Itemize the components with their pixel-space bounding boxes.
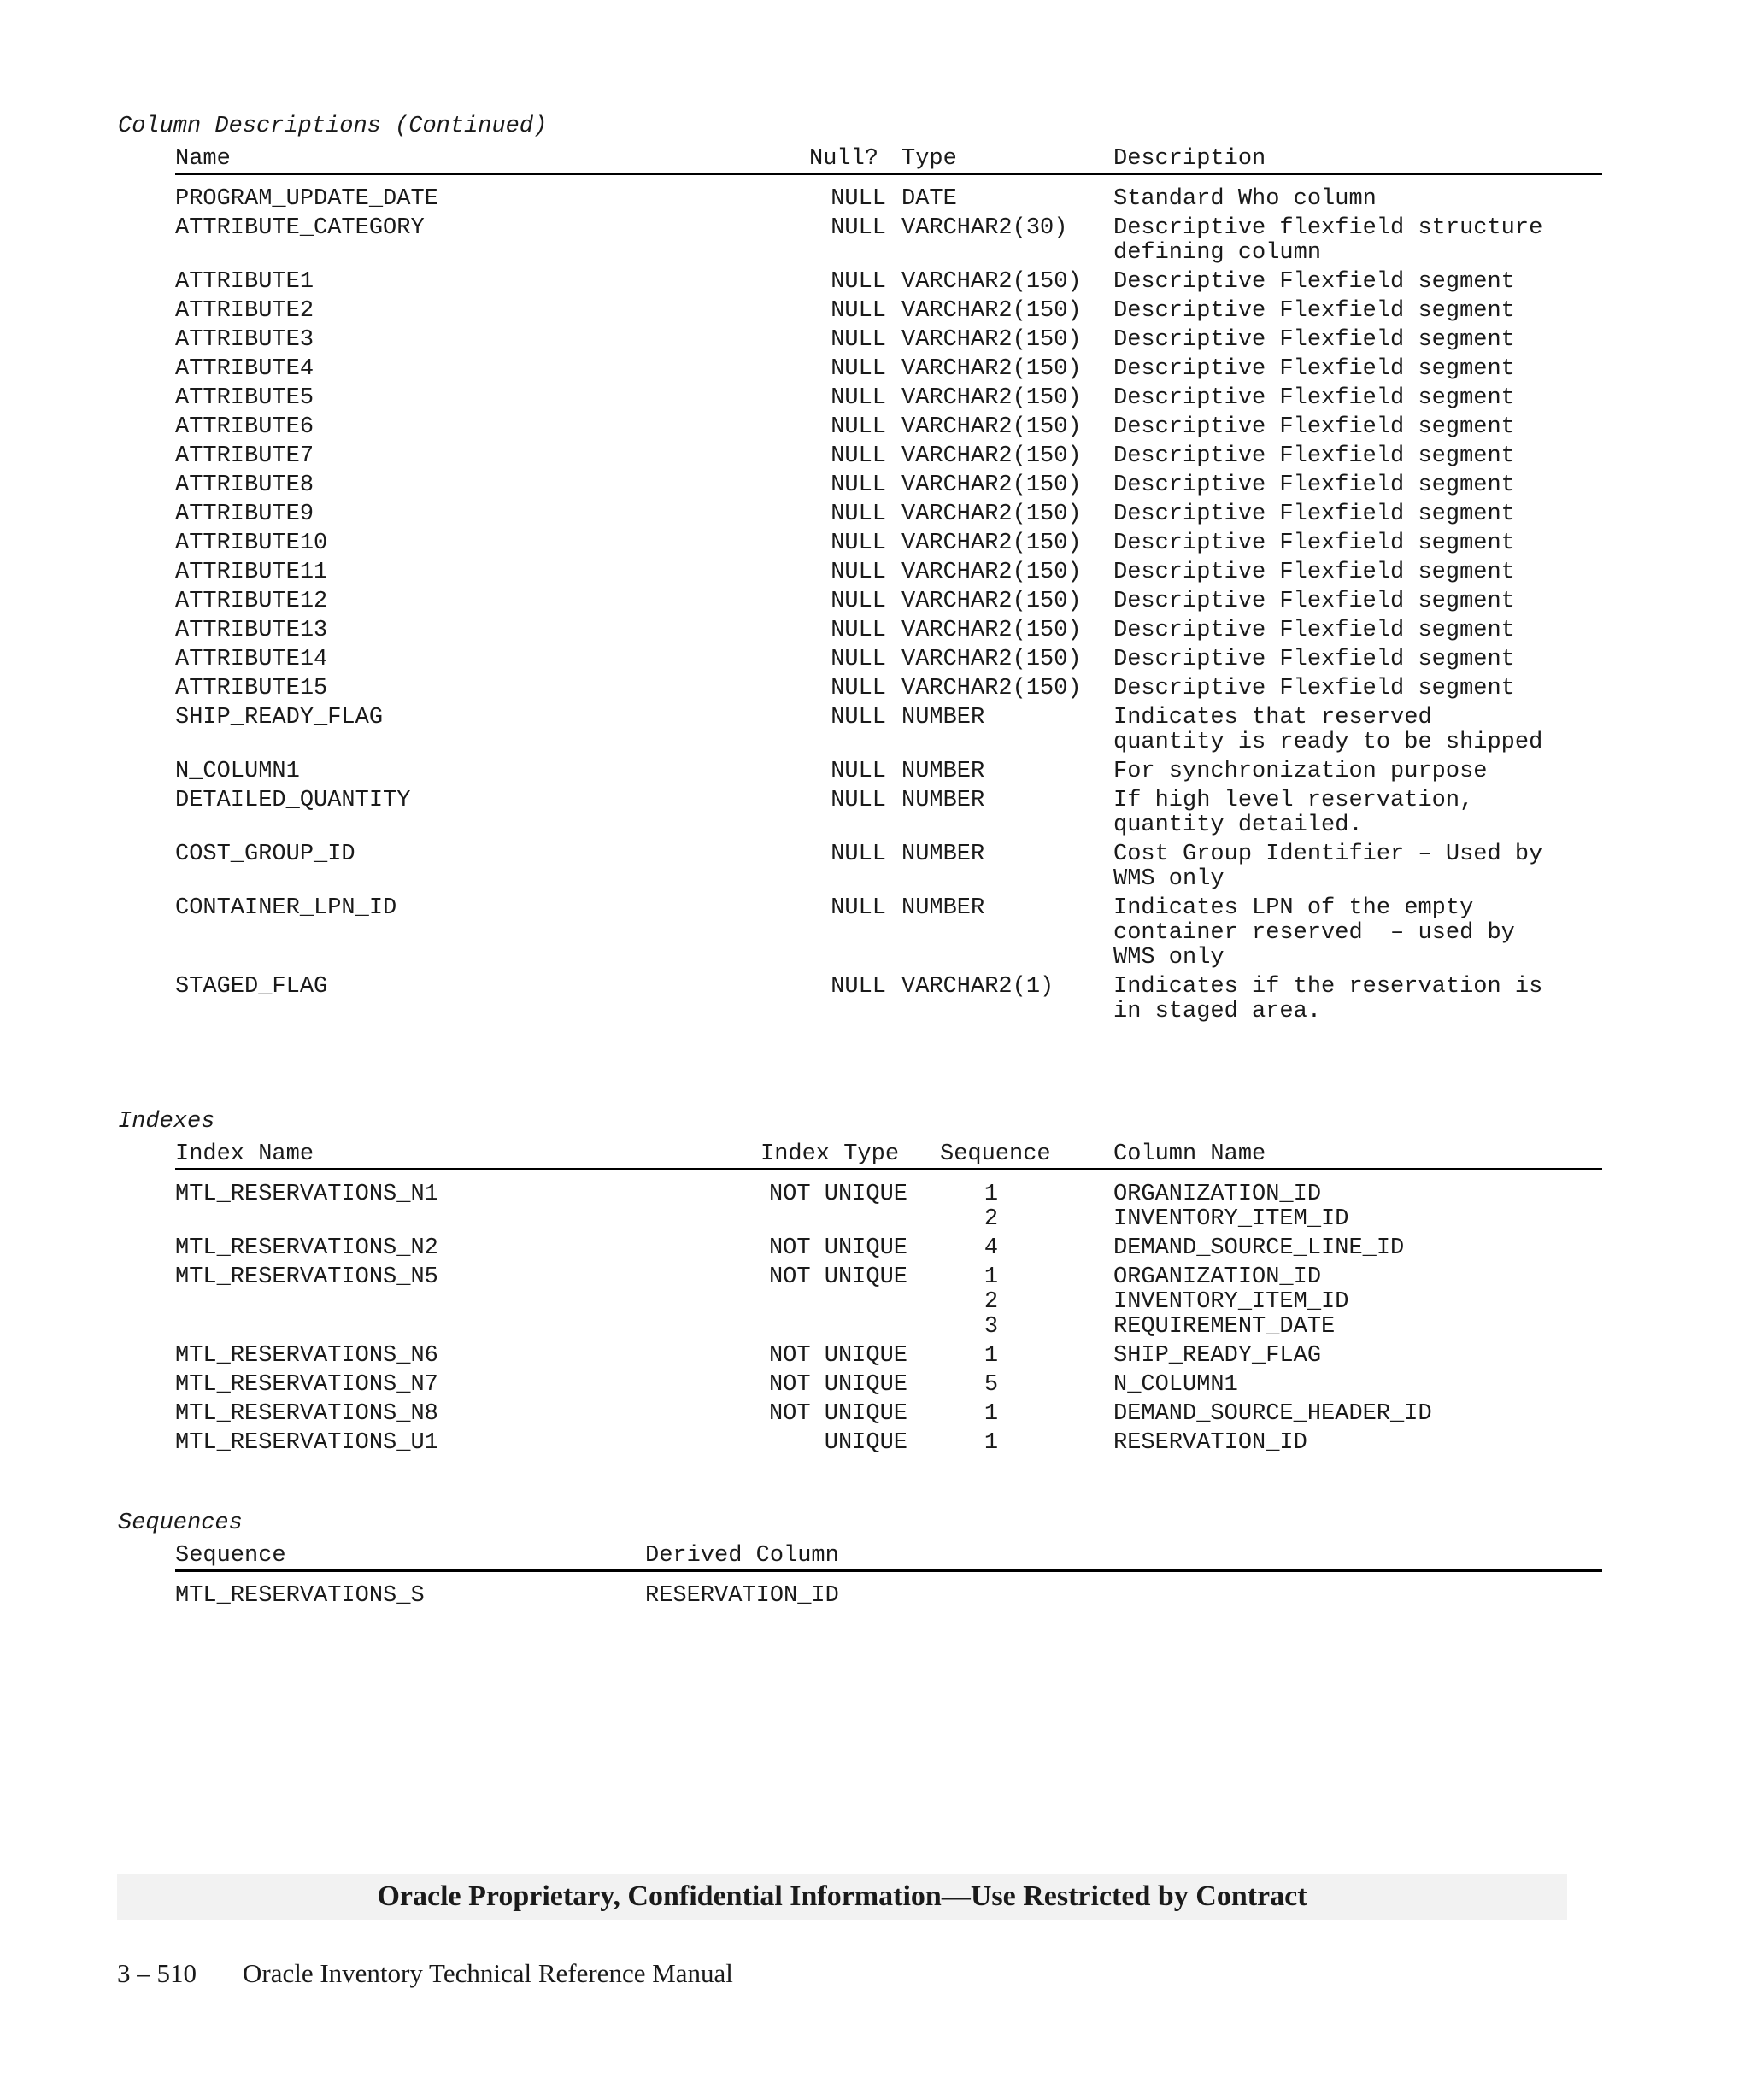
column-name-cell: ATTRIBUTE9 [175,502,314,527]
index-type-cell: NOT UNIQUE [768,1372,907,1398]
index-type-cell: NOT UNIQUE [768,1264,907,1290]
confidential-notice [117,1874,1567,1920]
table-row [175,328,1602,357]
description-cell: Indicates LPN of the empty container reserved – used by WMS only [1113,895,1515,971]
header-column-name: Column Name [1113,1141,1266,1167]
column-descriptions-title: Column Descriptions (Continued) [118,114,548,139]
table-row [175,299,1602,328]
column-name-cell: ATTRIBUTE1 [175,269,314,295]
description-cell: Descriptive Flexfield segment [1113,472,1515,498]
column-name-cell: CONTAINER_LPN_ID [175,895,397,921]
column-descriptions-table [175,144,1602,1029]
header-derived-column: Derived Column [645,1543,839,1569]
table-row [175,896,1602,975]
header-sequence-name: Sequence [175,1543,286,1569]
sequence-cell: 1 2 [984,1182,999,1232]
index-name-cell: MTL_RESERVATIONS_N8 [175,1401,438,1427]
type-cell: VARCHAR2(150) [901,356,1082,382]
column-name-cell: STAGED_FLAG [175,974,328,1000]
null-cell: NULL [831,895,886,921]
sequence-cell: 4 [984,1235,999,1261]
type-cell: VARCHAR2(150) [901,385,1082,411]
indexes-header [175,1139,1602,1170]
sequences-rows [175,1572,1602,1613]
type-cell: DATE [901,186,957,212]
table-row [175,677,1602,706]
sequence-name-cell: MTL_RESERVATIONS_S [175,1583,425,1609]
description-cell: Descriptive Flexfield segment [1113,269,1515,295]
column-name-cell: ATTRIBUTE6 [175,414,314,440]
sequence-cell: 1 [984,1343,999,1369]
header-description: Description [1113,146,1266,172]
manual-title: Oracle Inventory Technical Reference Manual [243,1958,733,1988]
column-name-cell: ATTRIBUTE7 [175,443,314,469]
column-name-cell: ATTRIBUTE_CATEGORY [175,215,425,241]
column-name-cell: RESERVATION_ID [1113,1430,1307,1456]
null-cell: NULL [831,788,886,813]
index-type-cell: NOT UNIQUE [768,1235,907,1261]
null-cell: NULL [831,560,886,585]
header-index-type: Index Type [760,1141,900,1167]
column-name-cell: DEMAND_SOURCE_LINE_ID [1113,1235,1405,1261]
description-cell: Descriptive Flexfield segment [1113,327,1515,353]
table-row [175,270,1602,299]
sequences-table [175,1540,1602,1613]
description-cell: Descriptive Flexfield segment [1113,618,1515,643]
description-cell: Descriptive Flexfield segment [1113,414,1515,440]
header-sequence: Sequence [940,1141,1051,1167]
null-cell: NULL [831,356,886,382]
description-cell: Descriptive Flexfield segment [1113,298,1515,324]
type-cell: VARCHAR2(150) [901,647,1082,672]
table-row [175,1182,1602,1236]
indexes-title: Indexes [118,1109,215,1135]
table-row [175,560,1602,590]
sequences-header [175,1540,1602,1572]
derived-column-cell: RESERVATION_ID [645,1583,839,1609]
column-name-cell: PROGRAM_UPDATE_DATE [175,186,438,212]
header-index-name: Index Name [175,1141,314,1167]
null-cell: NULL [831,472,886,498]
index-name-cell: MTL_RESERVATIONS_N1 [175,1182,438,1207]
description-cell: Descriptive Flexfield segment [1113,676,1515,701]
type-cell: VARCHAR2(150) [901,589,1082,614]
table-row [175,415,1602,444]
table-row [175,760,1602,789]
sequence-cell: 1 2 3 [984,1264,999,1340]
column-name-cell: ATTRIBUTE8 [175,472,314,498]
null-cell: NULL [831,676,886,701]
type-cell: VARCHAR2(150) [901,531,1082,556]
table-row [175,216,1602,270]
null-cell: NULL [831,186,886,212]
table-row [175,975,1602,1029]
null-cell: NULL [831,618,886,643]
null-cell: NULL [831,531,886,556]
table-row [175,706,1602,760]
table-row [175,619,1602,648]
column-name-cell: SHIP_READY_FLAG [1113,1343,1322,1369]
null-cell: NULL [831,269,886,295]
type-cell: VARCHAR2(150) [901,472,1082,498]
table-row [175,187,1602,216]
column-name-cell: ATTRIBUTE14 [175,647,328,672]
table-row [175,648,1602,677]
null-cell: NULL [831,974,886,1000]
table-row [175,502,1602,531]
table-row [175,357,1602,386]
column-name-cell: SHIP_READY_FLAG [175,705,384,730]
description-cell: Descriptive Flexfield segment [1113,356,1515,382]
description-cell: Descriptive Flexfield segment [1113,589,1515,614]
null-cell: NULL [831,215,886,241]
description-cell: Indicates if the reservation is in staged area. [1113,974,1543,1024]
index-name-cell: MTL_RESERVATIONS_N2 [175,1235,438,1261]
column-name-cell: ATTRIBUTE11 [175,560,328,585]
column-name-cell: N_COLUMN1 [1113,1372,1238,1398]
sequence-cell: 1 [984,1430,999,1456]
table-row [175,386,1602,415]
null-cell: NULL [831,443,886,469]
table-row [175,444,1602,473]
type-cell: VARCHAR2(1) [901,974,1054,1000]
type-cell: NUMBER [901,788,985,813]
null-cell: NULL [831,842,886,867]
column-descriptions-header [175,144,1602,175]
index-name-cell: MTL_RESERVATIONS_U1 [175,1430,438,1456]
index-name-cell: MTL_RESERVATIONS_N5 [175,1264,438,1290]
type-cell: VARCHAR2(30) [901,215,1068,241]
column-name-cell: ATTRIBUTE10 [175,531,328,556]
header-null: Null? [809,146,879,172]
column-name-cell: DETAILED_QUANTITY [175,788,411,813]
column-name-cell: ORGANIZATION_ID INVENTORY_ITEM_ID [1113,1182,1349,1232]
column-name-cell: ATTRIBUTE2 [175,298,314,324]
table-row [175,531,1602,560]
type-cell: VARCHAR2(150) [901,676,1082,701]
table-row [175,1373,1602,1402]
type-cell: VARCHAR2(150) [901,414,1082,440]
null-cell: NULL [831,385,886,411]
description-cell: Descriptive flexfield structure defining column [1113,215,1543,266]
description-cell: Descriptive Flexfield segment [1113,502,1515,527]
indexes-rows [175,1170,1602,1460]
type-cell: VARCHAR2(150) [901,502,1082,527]
null-cell: NULL [831,705,886,730]
column-name-cell: ATTRIBUTE4 [175,356,314,382]
column-name-cell: ATTRIBUTE15 [175,676,328,701]
column-name-cell: ATTRIBUTE5 [175,385,314,411]
description-cell: Indicates that reserved quantity is ready to be shipped [1113,705,1543,755]
type-cell: VARCHAR2(150) [901,298,1082,324]
indexes-table [175,1139,1602,1460]
type-cell: NUMBER [901,759,985,784]
description-cell: Standard Who column [1113,186,1377,212]
null-cell: NULL [831,589,886,614]
column-name-cell: DEMAND_SOURCE_HEADER_ID [1113,1401,1432,1427]
null-cell: NULL [831,327,886,353]
column-descriptions-rows [175,175,1602,1029]
description-cell: If high level reservation, quantity detailed. [1113,788,1474,838]
header-name: Name [175,146,231,172]
type-cell: NUMBER [901,842,985,867]
column-name-cell: ATTRIBUTE12 [175,589,328,614]
null-cell: NULL [831,502,886,527]
table-row [175,1431,1602,1460]
column-name-cell: ATTRIBUTE13 [175,618,328,643]
table-row [175,590,1602,619]
table-row [175,1236,1602,1265]
column-name-cell: N_COLUMN1 [175,759,300,784]
description-cell: Descriptive Flexfield segment [1113,531,1515,556]
type-cell: VARCHAR2(150) [901,560,1082,585]
null-cell: NULL [831,647,886,672]
sequence-cell: 5 [984,1372,999,1398]
description-cell: Descriptive Flexfield segment [1113,385,1515,411]
null-cell: NULL [831,414,886,440]
column-name-cell: COST_GROUP_ID [175,842,355,867]
description-cell: Descriptive Flexfield segment [1113,647,1515,672]
description-cell: Descriptive Flexfield segment [1113,443,1515,469]
type-cell: NUMBER [901,895,985,921]
description-cell: Descriptive Flexfield segment [1113,560,1515,585]
table-row [175,473,1602,502]
type-cell: VARCHAR2(150) [901,269,1082,295]
null-cell: NULL [831,759,886,784]
table-row [175,1402,1602,1431]
table-row [175,1265,1602,1344]
sequences-title: Sequences [118,1510,243,1536]
type-cell: NUMBER [901,705,985,730]
index-name-cell: MTL_RESERVATIONS_N6 [175,1343,438,1369]
confidential-notice-text: Oracle Proprietary, Confidential Information––Use Restricted by Contract [377,1880,1307,1912]
header-type: Type [901,146,957,172]
table-row [175,1344,1602,1373]
index-name-cell: MTL_RESERVATIONS_N7 [175,1372,438,1398]
page-number: 3 – 510 [117,1958,197,1988]
description-cell: For synchronization purpose [1113,759,1488,784]
index-type-cell: NOT UNIQUE [768,1343,907,1369]
column-name-cell: ATTRIBUTE3 [175,327,314,353]
index-type-cell: NOT UNIQUE [768,1401,907,1427]
index-type-cell: NOT UNIQUE [768,1182,907,1207]
table-row [175,1584,1602,1613]
index-type-cell: UNIQUE [824,1430,907,1456]
table-row [175,789,1602,842]
table-row [175,842,1602,896]
description-cell: Cost Group Identifier – Used by WMS only [1113,842,1543,892]
null-cell: NULL [831,298,886,324]
sequence-cell: 1 [984,1401,999,1427]
type-cell: VARCHAR2(150) [901,327,1082,353]
column-name-cell: ORGANIZATION_ID INVENTORY_ITEM_ID REQUIREMENT_DATE [1113,1264,1349,1340]
type-cell: VARCHAR2(150) [901,618,1082,643]
type-cell: VARCHAR2(150) [901,443,1082,469]
